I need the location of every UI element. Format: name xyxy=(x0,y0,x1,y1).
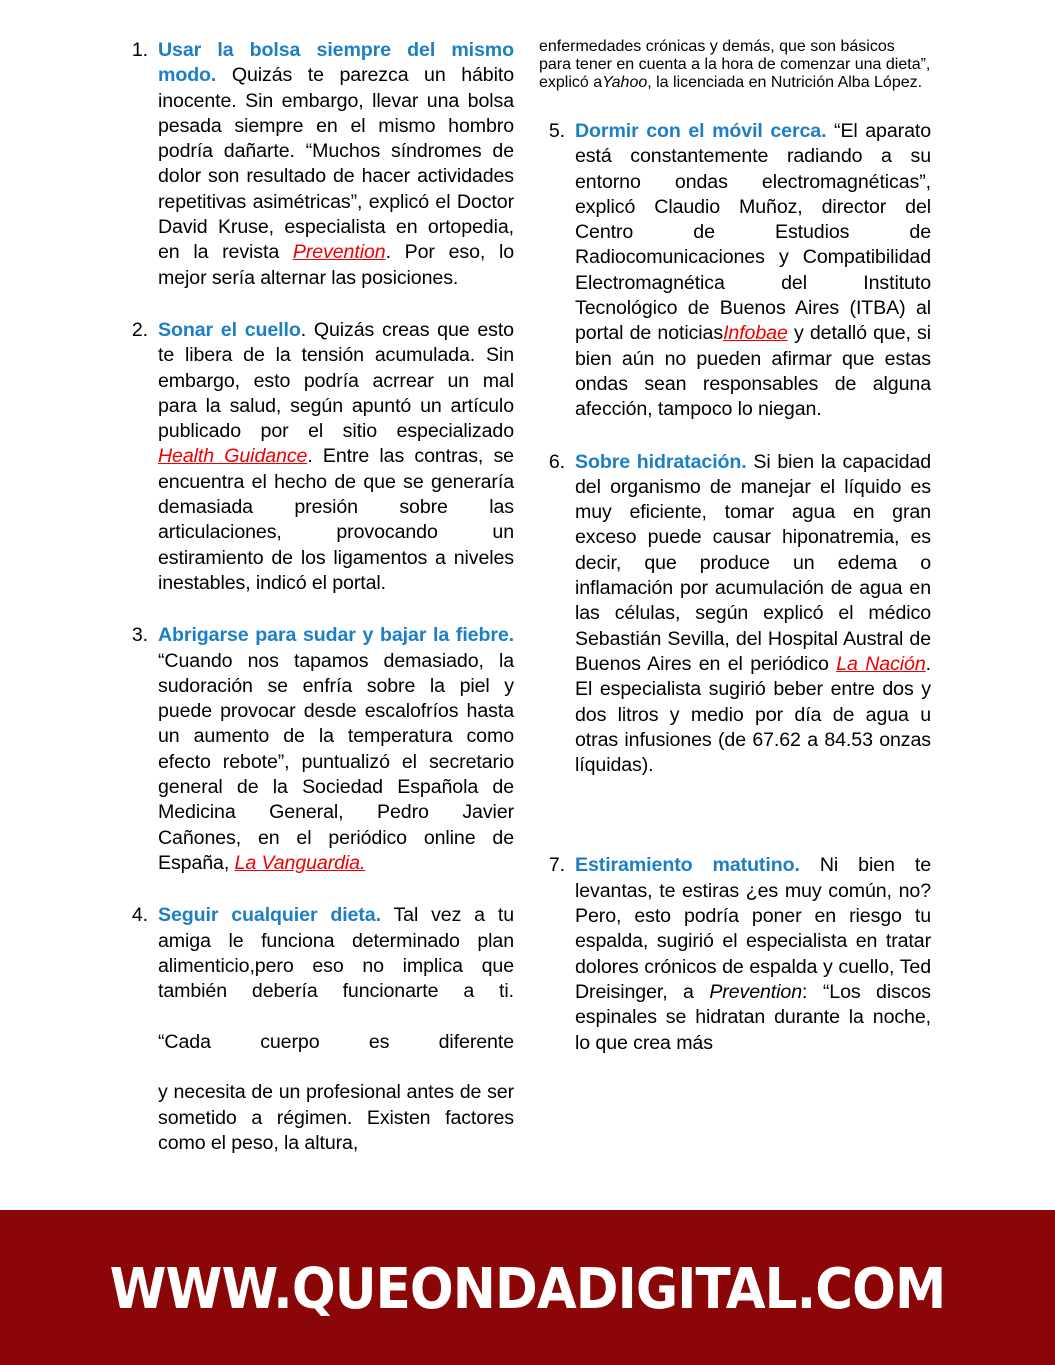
list-item xyxy=(122,318,514,596)
list-item-text-part-one: Tal vez a tu amiga le funciona determinado plan alimenticio,pero eso no implica que también debería funcionarte a ti. xyxy=(158,904,514,1003)
list-item-number: 4. xyxy=(131,904,148,927)
list-item-lead: Dormir con el móvil cerca. xyxy=(575,120,827,142)
continuation-paragraph xyxy=(539,38,931,92)
list-item xyxy=(122,903,514,1156)
list-item-text-before-link: Quizás te parezca un hábito inocente. Sin embargo, llevar una bolsa pesada siempre en el mismo hombro podría dañarte. “Muchos síndromes de dolor son resultado de hacer actividades repetitivas asimétricas”, explicó el Doctor David Kruse, especialista en ortopedia, en la revista xyxy=(158,64,514,264)
list-item-body xyxy=(158,38,514,291)
left-column xyxy=(122,38,514,1156)
list-item xyxy=(539,450,931,779)
list-item-number: 5. xyxy=(548,120,565,142)
list-item-number: 7. xyxy=(548,854,565,877)
footer-banner xyxy=(0,1210,1055,1365)
list-item-body xyxy=(575,119,931,423)
source-link-prevention[interactable]: Prevention xyxy=(292,241,386,264)
list-item-lead: Abrigarse para sudar y bajar la fiebre. xyxy=(158,624,514,647)
list-item xyxy=(122,623,514,876)
list-item-lead: Usar la bolsa siempre del mismo modo. xyxy=(158,39,514,87)
source-link-health-guidance[interactable]: Health Guidance xyxy=(158,445,308,468)
list-item-text-after-link: . Entre las contras, se encuentra el hecho de que se generaría demasiada presión sobre las articulaciones, provocando un estiramiento de los ligamentos a niveles inestables, indicó el portal. xyxy=(158,445,514,594)
list-item-text-after-link: y detalló que, si bien aún no pueden afirmar que estas ondas sean responsables de alguna afección, tampoco lo niegan. xyxy=(575,322,931,421)
footer-website-url[interactable]: WWW.QUEONDADIGITAL.COM xyxy=(109,1257,946,1322)
list-item-text-after-italic: : “Los discos espinales se hidratan durante la noche, lo que crea más xyxy=(575,980,931,1054)
right-column xyxy=(539,38,931,1056)
list-item-body xyxy=(575,450,931,779)
list-item xyxy=(539,119,931,423)
list-item-number: 2. xyxy=(131,318,148,341)
continuation-text-before-italic: enfermedades crónicas y demás, que son básicos para tener en cuenta a la hora de comenzar una dieta”, explicó a xyxy=(539,38,931,91)
list-item-lead: Estiramiento matutino. xyxy=(575,854,800,877)
list-item-number: 1. xyxy=(131,39,148,61)
list-item-text-before-link: . Quizás creas que esto te libera de la tensión acumulada. Sin embargo, esto podría acrrear un mal para la salud, según apuntó un artículo publicado por el sitio especializado xyxy=(158,318,514,443)
source-link-la-nacion[interactable]: La Nación xyxy=(836,652,926,675)
source-link-la-vanguardia[interactable]: La Vanguardia. xyxy=(234,851,366,874)
list-item-text-after-link: . El especialista sugirió beber entre dos y dos litros y medio por día de agua u otras infusiones (de 67.62 a 84.53 onzas líquidas). xyxy=(575,652,931,777)
source-mention-yahoo: Yahoo xyxy=(602,74,648,91)
list-item-text-before-link: “El aparato está constantemente radiando a su entorno ondas electromagnéticas”, explicó Claudio Muñoz, director del Centro de Estudios de Radiocomunicaciones y Compatibilidad Electromagnética del Instituto Tecnológico de Buenos Aires (ITBA) al portal de noticias xyxy=(575,120,932,345)
list-item xyxy=(539,853,931,1055)
list-item-text-before-italic: Ni bien te levantas, te estiras ¿es muy común, no? Pero, esto podría poner en riesgo tu espalda, sugirió el especialista en tratar dolores crónicos de espalda y cuello, Ted Dreisinger, a xyxy=(575,854,932,1003)
list-item-text-part-two: y necesita de un profesional antes de ser sometido a régimen. Existen factores como el peso, la altura, xyxy=(158,1081,514,1154)
list-item-number: 6. xyxy=(548,450,565,473)
list-item-body xyxy=(575,853,931,1055)
list-item-body xyxy=(158,318,514,596)
list-item-body xyxy=(158,623,514,876)
tips-list-left xyxy=(122,38,514,1156)
continuation-text-after-italic: , la licenciada en Nutrición Alba López. xyxy=(647,74,923,91)
list-item-quote-line: “Cada cuerpo es diferente xyxy=(158,1030,514,1053)
list-item-lead: Sobre hidratación. xyxy=(575,450,747,473)
list-item-body xyxy=(158,903,514,1156)
list-item-lead: Seguir cualquier dieta. xyxy=(158,904,381,927)
list-item-number: 3. xyxy=(131,624,148,647)
list-item-text-before-link: “Cuando nos tapamos demasiado, la sudoración se enfría sobre la piel y puede provocar desde escalofríos hasta un aumento de la temperatura como efecto rebote”, puntualizó el secretario general de la Sociedad Española de Medicina General, Pedro Javier Cañones, en el periódico online de España, xyxy=(158,649,514,874)
source-link-infobae[interactable]: Infobae xyxy=(723,322,788,345)
list-item-lead: Sonar el cuello xyxy=(158,318,301,341)
tips-list-right xyxy=(539,119,931,1056)
two-column-body xyxy=(0,38,1055,1188)
list-item xyxy=(122,38,514,291)
list-item-text-after-link: . Por eso, lo mejor sería alternar las posiciones. xyxy=(158,241,514,289)
source-mention-prevention: Prevention xyxy=(709,980,803,1003)
list-item-text-before-link: Si bien la capacidad del organismo de manejar el líquido es muy eficiente, tomar agua en gran exceso puede causar hiponatremia, es decir, que produce un edema o inflamación por acumulación de agua en las células, según explicó el médico Sebastián Sevilla, del Hospital Austral de Buenos Aires en el periódico xyxy=(575,450,931,675)
